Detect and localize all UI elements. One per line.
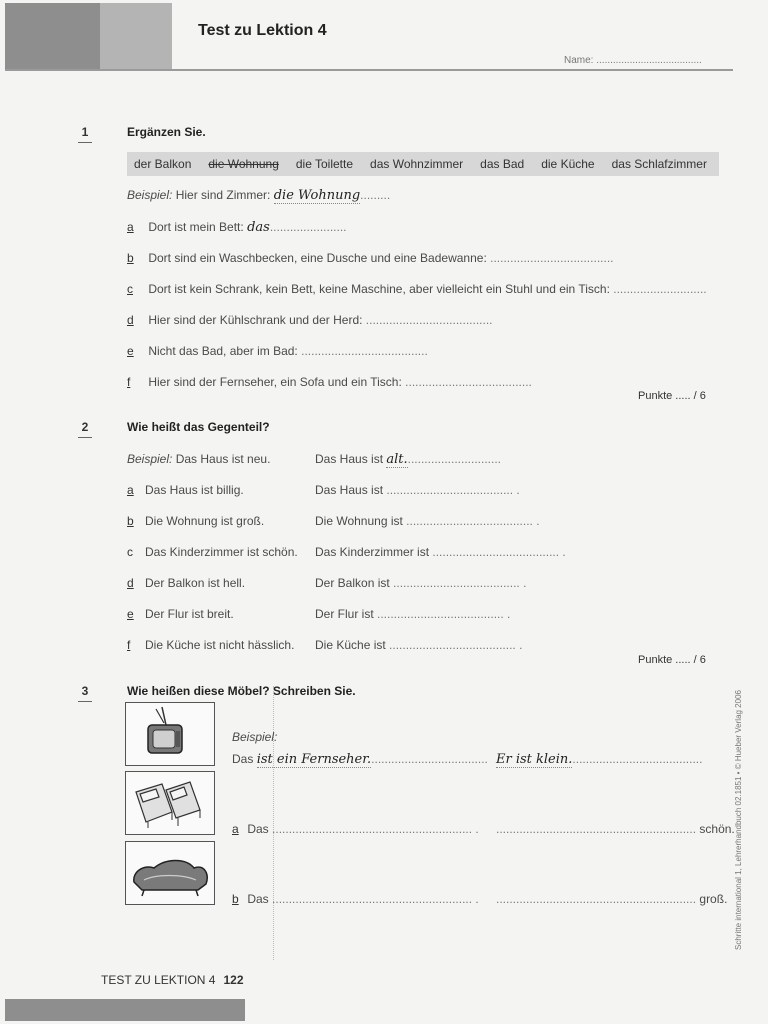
exercise-1-item: f Hier sind der Fernseher, ein Sofa und ein Tisch: ......................................: [127, 375, 532, 389]
exercise-2-heading: Wie heißt das Gegenteil?: [127, 420, 270, 434]
exercise-2-item-right: Die Küche ist ...................................... .: [315, 638, 523, 652]
exercise-2-example-left: Beispiel: Das Haus ist neu.: [127, 452, 271, 466]
exercise-2-item-right: Das Haus ist ...................................... .: [315, 483, 520, 497]
exercise-2-item-right: Der Flur ist ...................................... .: [315, 607, 511, 621]
exercise-1-number: 1: [78, 125, 92, 143]
exercise-1-example: Beispiel: Hier sind Zimmer: die Wohnung.........: [127, 188, 391, 203]
exercise-3-heading: Wie heißen diese Möbel? Schreiben Sie.: [127, 684, 356, 698]
tv-picture: [125, 702, 215, 766]
exercise-2-number: 2: [78, 420, 92, 438]
exercise-2-points: Punkte ..... / 6: [638, 654, 706, 666]
word-item: die Küche: [541, 157, 595, 171]
name-field: Name: ......................................: [564, 55, 702, 66]
beds-picture: [125, 771, 215, 835]
exercise-3-example-sentence: Das ist ein Fernseher....................................: [232, 752, 488, 767]
sofa-icon: [126, 842, 214, 904]
exercise-2-item-right: Das Kinderzimmer ist ...................................... .: [315, 545, 566, 559]
exercise-1-item: b Dort sind ein Waschbecken, eine Dusche und eine Badewanne: .....................................: [127, 251, 614, 265]
copyright-note: Schritte international 1, Lehrerhandbuch 02.1851 • © Hueber Verlag 2006: [734, 690, 743, 950]
exercise-2-example-right: Das Haus ist alt.............................: [315, 452, 501, 467]
exercise-3-item: a Das ............................................................ .: [232, 822, 479, 836]
header-block-light: [100, 3, 172, 70]
exercise-1-item: c Dort ist kein Schrank, kein Bett, keine Maschine, aber vielleicht ein Stuhl und ein Tisch: ............................: [127, 282, 707, 296]
word-item: das Bad: [480, 157, 525, 171]
exercise-2-item-left: d Der Balkon ist hell.: [127, 576, 246, 590]
header-rule: [5, 69, 733, 71]
sofa-picture: [125, 841, 215, 905]
exercise-3-item: b Das ............................................................ .: [232, 892, 479, 906]
word-item: das Schlafzimmer: [611, 157, 707, 171]
handwritten-answer: alt.: [386, 452, 408, 467]
handwritten-answer: Er ist klein.: [496, 752, 573, 767]
exercise-1-item: a Dort ist mein Bett: das.......................: [127, 220, 347, 235]
word-item: das Wohnzimmer: [370, 157, 464, 171]
word-item-crossed: die Wohnung: [208, 157, 279, 171]
exercise-2-item-left: a Das Haus ist billig.: [127, 483, 244, 497]
bed-icon: [126, 772, 214, 834]
television-icon: [126, 703, 214, 765]
handwritten-answer: ist ein Fernseher.: [256, 752, 372, 767]
header-block-dark: [5, 3, 100, 70]
page-number: 122: [223, 973, 244, 987]
page-footer: [101, 973, 244, 987]
exercise-1-item: d Hier sind der Kühlschrank und der Herd: ......................................: [127, 313, 493, 327]
page-title: Test zu Lektion 4: [198, 22, 327, 39]
exercise-3-item-answer: ............................................................ groß.: [496, 892, 728, 906]
exercise-3-example-sentence-2: Er ist klein........................................: [496, 752, 703, 767]
exercise-3-item-answer: ............................................................ schön.: [496, 822, 735, 836]
exercise-3-number: 3: [78, 684, 92, 702]
exercise-3-example-label: Beispiel:: [232, 730, 278, 744]
exercise-1-item: e Nicht das Bad, aber im Bad: ......................................: [127, 344, 428, 358]
exercise-2-item-left: e Der Flur ist breit.: [127, 607, 234, 621]
exercise-2-item-left: b Die Wohnung ist groß.: [127, 514, 265, 528]
exercise-1-points: Punkte ..... / 6: [638, 390, 706, 402]
exercise-2-item-right: Die Wohnung ist ...................................... .: [315, 514, 540, 528]
exercise-1-heading: Ergänzen Sie.: [127, 125, 206, 139]
footer-bar: [5, 999, 245, 1021]
word-item: die Toilette: [295, 157, 354, 171]
exercise-2-item-right: Der Balkon ist ...................................... .: [315, 576, 527, 590]
handwritten-answer: das: [247, 220, 270, 235]
handwritten-answer: die Wohnung: [273, 188, 361, 203]
footer-label: TEST ZU LEKTION 4: [101, 973, 216, 987]
exercise-2-item-left: f Die Küche ist nicht hässlich.: [127, 638, 295, 652]
exercise-2-item-left: c Das Kinderzimmer ist schön.: [127, 545, 298, 559]
word-box: [127, 152, 719, 176]
word-item: der Balkon: [134, 157, 192, 171]
